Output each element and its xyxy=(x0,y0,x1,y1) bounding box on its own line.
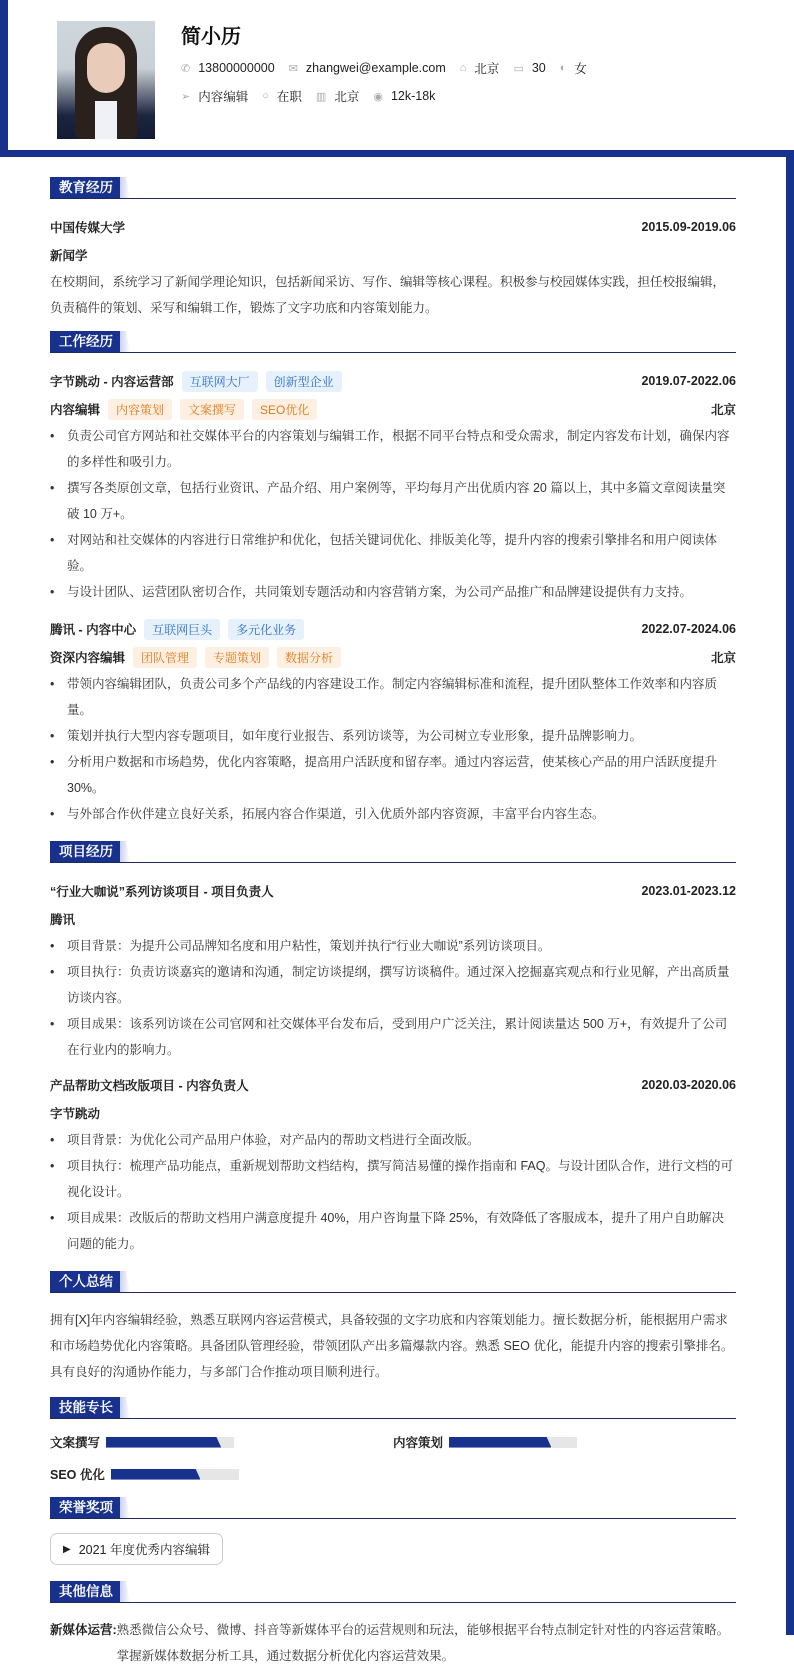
skill-bar xyxy=(449,1437,577,1448)
period: 2015.09-2019.06 xyxy=(641,220,736,234)
bullet-item: • 负责公司官方网站和社交媒体平台的内容策划与编辑工作，根据不同平台特点和受众需求，制定内容发布计划，确保内容的多样性和吸引力。 xyxy=(50,423,736,475)
work-entry xyxy=(50,367,736,605)
work-city: 北京 xyxy=(710,403,736,417)
role-tag: 文案撰写 xyxy=(180,399,244,420)
section-education: 教育经历 xyxy=(50,177,736,199)
period: 2023.01-2023.12 xyxy=(641,884,736,898)
building-icon: ▥ xyxy=(315,90,327,103)
skill-name: 文案撰写 xyxy=(50,1436,101,1450)
role: 资深内容编辑 xyxy=(50,651,126,665)
summary-text: 拥有[X]年内容编辑经验，熟悉互联网内容运营模式，具备较强的文字功底和内容策划能力。擅长数据分析，能根据用户需求和市场趋势优化内容策略。具备团队管理经验，带领团队产出多篇爆款内容。熟悉 SEO 优化，能提升内容的搜索引擎排名。具有良好的沟通协作能力，与多部门合作推动项目顺利进行。 xyxy=(50,1313,734,1379)
section-awards: 荣誉奖项 xyxy=(50,1497,736,1519)
section-summary: 个人总结 xyxy=(50,1271,736,1293)
skill-item xyxy=(50,1465,393,1483)
company: 字节跳动 - 内容运营部 xyxy=(50,375,174,389)
skill-bar-fill xyxy=(106,1437,221,1448)
bullet-item: • 项目执行：负责访谈嘉宾的邀请和沟通，制定访谈提纲，撰写访谈稿件。通过深入挖掘嘉宾观点和行业见解，产出高质量访谈内容。 xyxy=(50,959,736,1011)
role-tag: 团队管理 xyxy=(133,647,197,668)
project-title: 产品帮助文档改版项目 - 内容负责人 xyxy=(50,1079,249,1093)
gender: 女 xyxy=(574,62,587,76)
major: 新闻学 xyxy=(50,249,88,263)
contact-row xyxy=(181,59,601,77)
school: 中国传媒大学 xyxy=(50,221,126,235)
role-tag: 专题策划 xyxy=(205,647,269,668)
caret-right-icon: ▶ xyxy=(63,1543,71,1555)
bullet-item: • 项目执行：梳理产品功能点，重新规划帮助文档结构，撰写简洁易懂的操作指南和 FAQ。与设计团队合作，进行文档的可视化设计。 xyxy=(50,1153,736,1205)
work-entry xyxy=(50,615,736,827)
avatar-photo xyxy=(57,21,155,139)
skill-bar xyxy=(106,1437,234,1448)
skill-name: SEO 优化 xyxy=(50,1468,105,1482)
email: zhangwei@example.com xyxy=(305,61,446,75)
period: 2020.03-2020.06 xyxy=(641,1078,736,1092)
salary: 12k-18k xyxy=(390,89,436,103)
status: 在职 xyxy=(276,90,302,104)
skill-bar xyxy=(111,1469,239,1480)
section-projects: 项目经历 xyxy=(50,841,736,863)
project-org: 腾讯 xyxy=(50,913,76,927)
company-tag: 多元化业务 xyxy=(228,619,304,640)
company-tag: 互联网大厂 xyxy=(182,371,258,392)
salary-icon: ◉ xyxy=(373,90,383,103)
section-other: 其他信息 xyxy=(50,1581,736,1603)
city: 北京 xyxy=(474,62,500,76)
bullet-item: • 分析用户数据和市场趋势，优化内容策略，提高用户活跃度和留存率。通过内容运营，使某核心产品的用户活跃度提升 30%。 xyxy=(50,749,736,801)
bullet-item: • 策划并执行大型内容专题项目，如年度行业报告、系列访谈等，为公司树立专业形象，提升品牌影响力。 xyxy=(50,723,736,749)
skill-item xyxy=(393,1433,736,1451)
phone-icon: ✆ xyxy=(181,62,191,75)
home-icon: ⌂ xyxy=(459,62,467,74)
skill-item xyxy=(50,1433,393,1451)
job-intent-row xyxy=(181,87,449,105)
age: 30 xyxy=(531,61,546,75)
position: 内容编辑 xyxy=(198,90,249,104)
gender-icon: ◐ xyxy=(559,62,567,74)
bullet-item: • 项目成果：改版后的帮助文档用户满意度提升 40%，用户咨询量下降 25%，有效降低了客服成本，提升了用户自助解决问题的能力。 xyxy=(50,1205,736,1257)
project-org: 字节跳动 xyxy=(50,1107,101,1121)
target-city: 北京 xyxy=(334,90,360,104)
bullet-item: • 项目背景：为优化公司产品用户体验，对产品内的帮助文档进行全面改版。 xyxy=(50,1127,736,1153)
bullet-item: • 项目背景：为提升公司品牌知名度和用户粘性，策划并执行“行业大咖说”系列访谈项目。 xyxy=(50,933,736,959)
role: 内容编辑 xyxy=(50,403,101,417)
profile-header xyxy=(0,0,794,157)
bullet-item: • 项目成果：该系列访谈在公司官网和社交媒体平台发布后，受到用户广泛关注，累计阅读量达 500 万+，有效提升了公司在行业内的影响力。 xyxy=(50,1011,736,1063)
phone: 13800000000 xyxy=(198,61,275,75)
age-icon: ▭ xyxy=(513,62,524,75)
company: 腾讯 - 内容中心 xyxy=(50,623,137,637)
award-item[interactable]: ▶ 2021 年度优秀内容编辑 xyxy=(50,1533,223,1565)
mail-icon: ✉ xyxy=(288,62,298,75)
bullet-item: • 与设计团队、运营团队密切合作，共同策划专题活动和内容营销方案，为公司产品推广和品牌建设提供有力支持。 xyxy=(50,579,736,605)
send-icon: ➢ xyxy=(181,90,191,103)
project-entry xyxy=(50,877,736,1063)
role-tag: 内容策划 xyxy=(108,399,172,420)
section-skills: 技能专长 xyxy=(50,1397,736,1419)
bullet-item: • 撰写各类原创文章，包括行业资讯、产品介绍、用户案例等，平均每月产出优质内容 20 篇以上，其中多篇文章阅读量突破 10 万+。 xyxy=(50,475,736,527)
company-tag: 创新型企业 xyxy=(266,371,342,392)
role-tag: SEO优化 xyxy=(252,399,317,420)
skill-bar-fill xyxy=(449,1437,551,1448)
resume-body xyxy=(0,157,794,1663)
company-tag: 互联网巨头 xyxy=(144,619,220,640)
bullet-item: • 带领内容编辑团队，负责公司多个产品线的内容建设工作。制定内容编辑标准和流程，提升团队整体工作效率和内容质量。 xyxy=(50,671,736,723)
skill-bar-fill xyxy=(111,1469,201,1480)
candidate-name: 简小历 xyxy=(181,26,241,48)
project-entry xyxy=(50,1071,736,1257)
bullet-item: • 对网站和社交媒体的内容进行日常维护和优化，包括关键词优化、排版美化等，提升内容的搜索引擎排名和用户阅读体验。 xyxy=(50,527,736,579)
other-info: 新媒体运营: 熟悉微信公众号、微博、抖音等新媒体平台的运营规则和玩法，能够根据平台特点制定针对性的内容运营策略。掌握新媒体数据分析工具，通过数据分析优化内容运营效果。 xyxy=(50,1623,730,1663)
role-tag: 数据分析 xyxy=(277,647,341,668)
work-city: 北京 xyxy=(710,651,736,665)
education-desc: 在校期间，系统学习了新闻学理论知识，包括新闻采访、写作、编辑等核心课程。积极参与校园媒体实践，担任校报编辑，负责稿件的策划、采写和编辑工作，锻炼了文字功底和内容策划能力。 xyxy=(50,275,726,315)
period: 2022.07-2024.06 xyxy=(641,622,736,636)
period: 2019.07-2022.06 xyxy=(641,374,736,388)
bullet-item: • 与外部合作伙伴建立良好关系，拓展内容合作渠道，引入优质外部内容资源，丰富平台内容生态。 xyxy=(50,801,736,827)
section-work: 工作经历 xyxy=(50,331,736,353)
status-icon: ○ xyxy=(262,90,269,102)
project-title: “行业大咖说”系列访谈项目 - 项目负责人 xyxy=(50,885,274,899)
skill-name: 内容策划 xyxy=(393,1436,444,1450)
